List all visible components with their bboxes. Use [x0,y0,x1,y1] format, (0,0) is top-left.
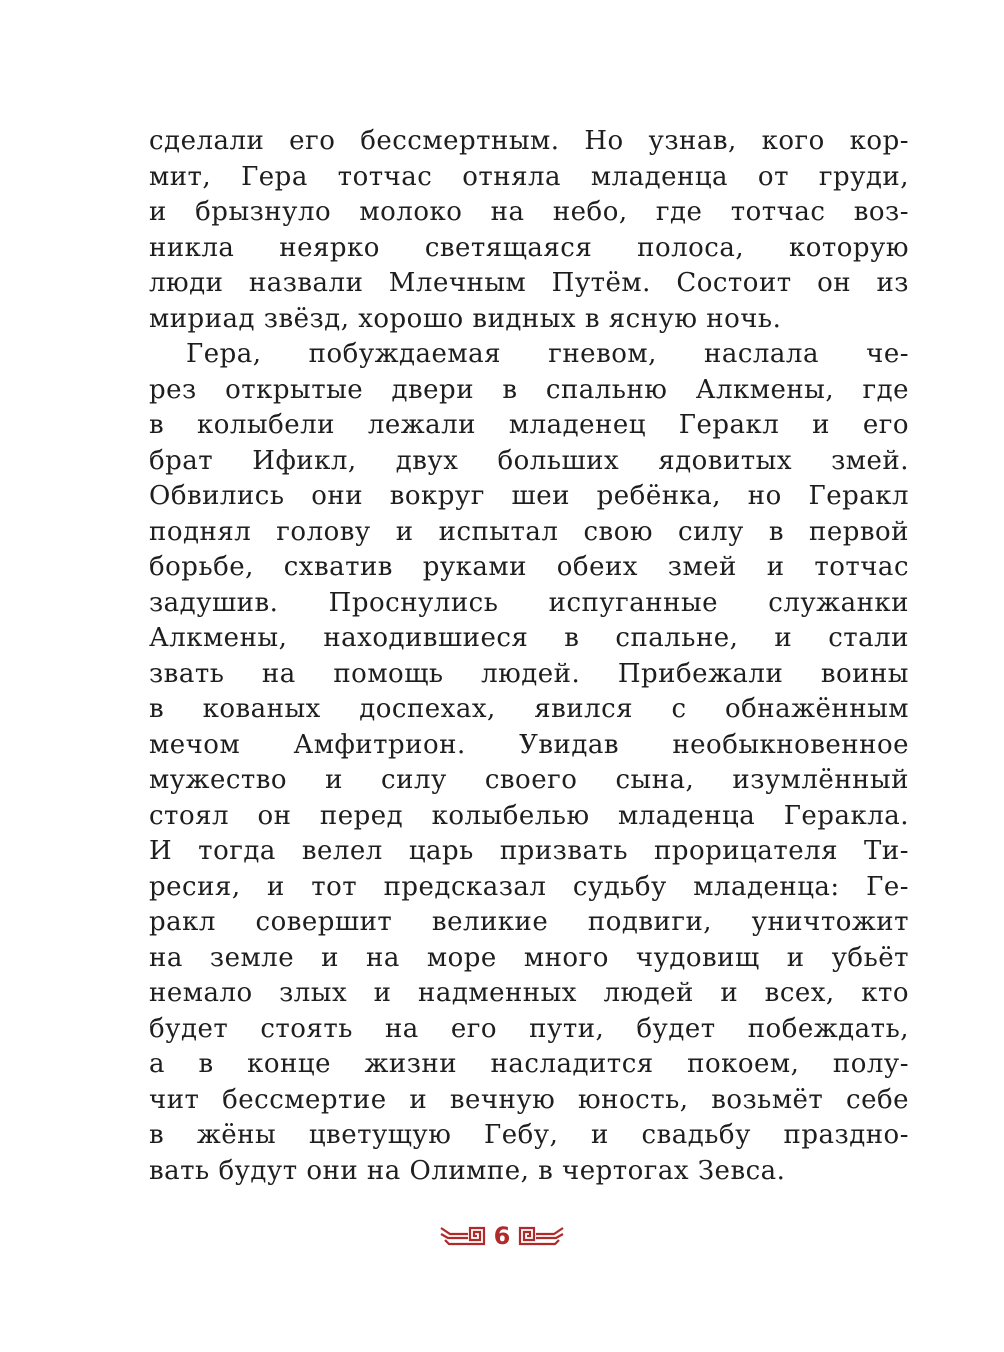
text-line: брат Ификл, двух больших ядовитых змей. [149,445,909,476]
greek-meander-left-icon [440,1225,486,1247]
text-line: мириад звёзд, хорошо видных в ясную ночь. [149,303,782,334]
text-line: никла неярко светящаяся полоса, которую [149,232,909,263]
text-line: мечом Амфитрион. Увидав необыкновенное [149,729,909,760]
text-line: ракл совершит великие подвиги, уничтожит [149,907,909,937]
text-line: в кованых доспехах, явился с обнажённым [149,694,909,724]
text-line: сделали его бессмертным. Но узнав, кого кор- [149,126,909,156]
text-line: немало злых и надменных людей и всех, кто [149,978,909,1008]
text-line: в жёны цветущую Гебу, и свадьбу праздно- [149,1120,909,1150]
text-line: поднял голову и испытал свою силу в первой [149,516,909,547]
text-line: и брызнуло молоко на небо, где тотчас воз- [149,197,909,227]
page-number: 6 [493,1222,511,1250]
text-line: мужество и силу своего сына, изумлённый [149,765,909,795]
text-line: борьбе, схватив руками обеих змей и тотчас [149,552,909,582]
text-line: а в конце жизни насладится покоем, полу- [149,1049,909,1079]
text-line: ресия, и тот предсказал судьбу младенца: Ге- [149,871,909,902]
greek-meander-right-icon [518,1225,564,1247]
text-line: чит бессмертие и вечную юность, возьмёт себе [149,1084,909,1115]
text-line: Обвились они вокруг шеи ребёнка, но Геракл [149,481,909,511]
text-line: на земле и на море много чудовищ и убьёт [149,942,909,973]
body-text [149,124,909,1189]
text-line: люди назвали Млечным Путём. Состоит он из [149,268,909,298]
text-line: Гера, побуждаемая гневом, наслала че- [186,339,909,369]
text-line: задушив. Проснулись испуганные служанки [149,587,909,618]
text-line: в колыбели лежали младенец Геракл и его [149,410,909,440]
text-line: мит, Гера тотчас отняла младенца от груди, [149,161,909,192]
text-line: будет стоять на его пути, будет побеждать, [149,1013,909,1044]
text-line: вать будут они на Олимпе, в чертогах Зевса. [149,1155,786,1186]
text-line: звать на помощь людей. Прибежали воины [149,658,909,689]
text-line: стоял он перед колыбелью младенца Геракла. [149,800,909,831]
text-line: Алкмены, находившиеся в спальне, и стали [149,623,909,653]
text-line: И тогда велел царь призвать прорицателя Ти- [149,836,909,866]
text-line: рез открытые двери в спальню Алкмены, где [149,374,909,405]
page-footer [0,1222,1004,1250]
